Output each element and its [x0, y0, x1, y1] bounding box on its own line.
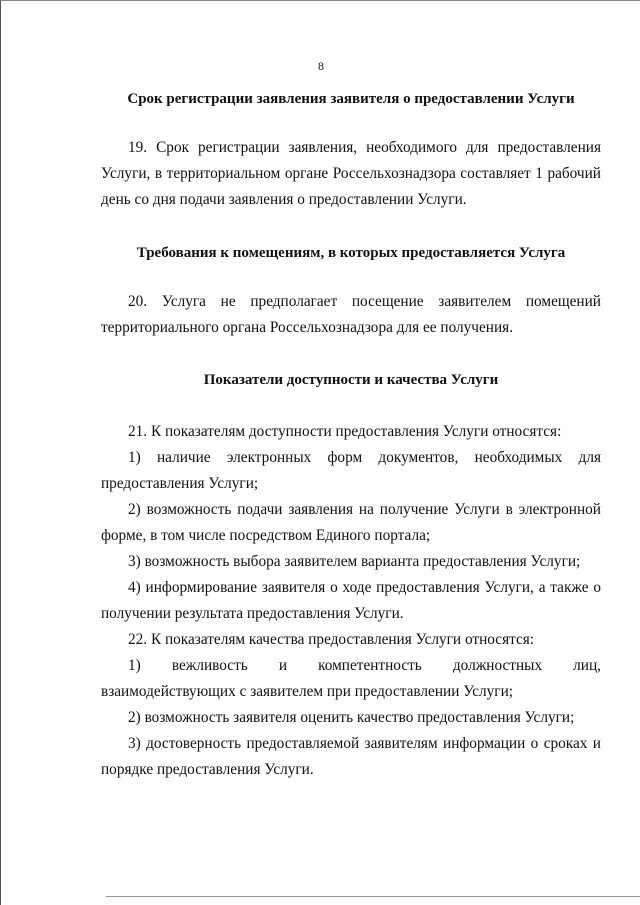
paragraph-21-item-4: 4) информирование заявителя о ходе предоставления Услуги, а также о получении результата предоставления Услуги. [101, 579, 601, 622]
paragraph-19: 19. Срок регистрации заявления, необходимого для предоставления Услуги, в территориальном органе Россельхознадзора составляет 1 рабочий день со дня подачи заявления о предоставлении Услуги. [101, 139, 601, 208]
section-heading-accessibility-quality: Показатели доступности и качества Услуги [203, 372, 499, 388]
paragraph-21-item-3: 3) возможность выбора заявителем варианта предоставления Услуги; [128, 553, 581, 570]
page-number: 8 [318, 59, 324, 73]
paragraph-20: 20. Услуга не предполагает посещение заявителем помещений территориального органа Россельхознадзора для ее получения. [101, 293, 601, 336]
section-heading-premises-requirements: Требования к помещениям, в которых предоставляется Услуга [136, 245, 566, 261]
paragraph-22-item-1: 1) вежливость и компетентность должностных лиц, взаимодействующих с заявителем при предоставлении Услуги; [101, 657, 601, 700]
paragraph-22-item-3: 3) достоверность предоставляемой заявителям информации о сроках и порядке предоставления Услуги. [101, 735, 601, 778]
paragraph-22-item-2: 2) возможность заявителя оценить качество предоставления Услуги; [128, 709, 575, 726]
paragraph-21-item-2: 2) возможность подачи заявления на получение Услуги в электронной форме, в том числе посредством Единого портала; [101, 501, 601, 544]
paragraph-22: 22. К показателям качества предоставления Услуги относятся: [128, 631, 535, 648]
paragraph-21-item-1: 1) наличие электронных форм документов, необходимых для предоставления Услуги; [101, 449, 601, 492]
paragraph-21: 21. К показателям доступности предоставления Услуги относятся: [128, 423, 562, 440]
section-heading-registration-term: Срок регистрации заявления заявителя о предоставлении Услуги [127, 91, 575, 107]
scan-edge-line [106, 896, 640, 897]
